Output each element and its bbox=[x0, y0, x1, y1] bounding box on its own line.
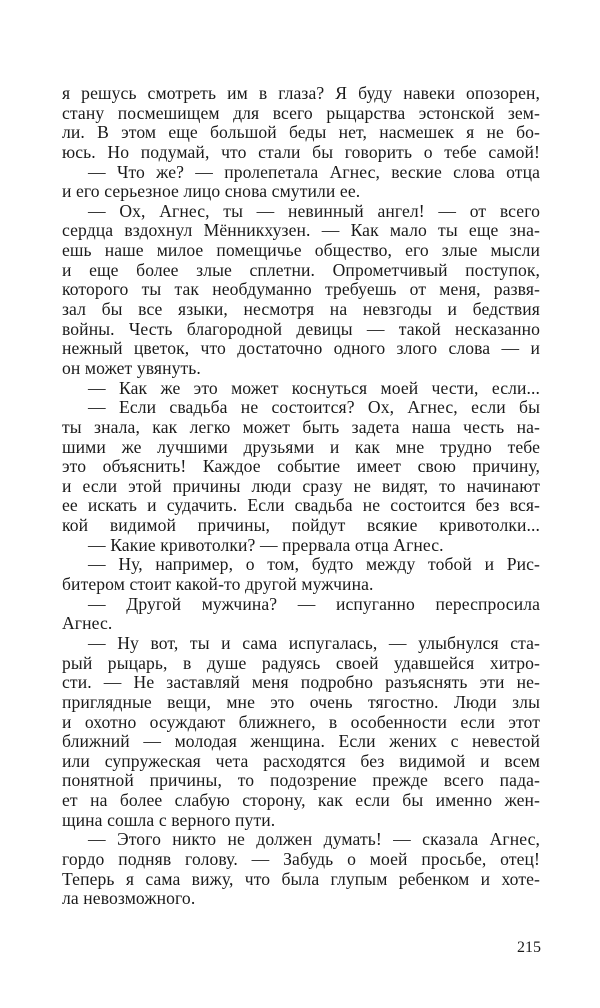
text-line: понятной причины, то подозрение прежде всего пада- bbox=[62, 770, 540, 791]
text-line: — Что же? — пролепетала Агнес, веские слова отца bbox=[88, 161, 540, 182]
text-line: стану посмешищем для всего рыцарства эстонской зем- bbox=[62, 102, 540, 123]
text-line: и охотно осуждают ближнего, в особенности если этот bbox=[62, 711, 540, 732]
text-line: которого ты так необдуманно требуешь от меня, развя- bbox=[62, 279, 540, 300]
text-line: ее искать и судачить. Если свадьба не состоится без вся- bbox=[62, 495, 540, 516]
text-line: ли. В этом еще большой беды нет, насмешек я не бо- bbox=[62, 122, 540, 143]
text-line: приглядные вещи, мне это очень тягостно. Люди злы bbox=[62, 691, 540, 712]
text-line: Теперь я сама вижу, что была глупым ребенком и хоте- bbox=[62, 868, 540, 889]
text-line: гордо подняв голову. — Забудь о моей просьбе, отец! bbox=[62, 848, 540, 869]
text-line: — Этого никто не должен думать! — сказала Агнес, bbox=[88, 829, 540, 850]
text-line: — Другой мужчина? — испуганно переспросила bbox=[88, 593, 540, 614]
text-line: битером стоит какой-то другой мужчина. bbox=[62, 574, 374, 595]
text-line: и если этой причины люди сразу не видят, то начинают bbox=[62, 475, 540, 496]
text-line: я решусь смотреть им в глаза? Я буду навеки опозорен, bbox=[62, 83, 540, 103]
text-line: и еще более злые сплетни. Опрометчивый поступок, bbox=[62, 259, 540, 280]
text-line: это объяснить! Каждое событие имеет свою причину, bbox=[62, 456, 540, 477]
text-line: и его серьезное лицо снова смутили ее. bbox=[62, 181, 361, 202]
text-line: или супружеская чета расходятся без видимой и всем bbox=[62, 750, 540, 771]
text-line: рый рыцарь, в душе радуясь своей удавшейся хитро- bbox=[62, 652, 540, 673]
text-line: сти. — Не заставляй меня подробно разъяснять эти не- bbox=[62, 672, 540, 693]
page-number: 215 bbox=[517, 939, 541, 956]
text-line: — Ох, Агнес, ты — невинный ангел! — от всего bbox=[88, 200, 540, 221]
text-line: Агнес. bbox=[62, 613, 113, 634]
text-line: войны. Честь благородной девицы — такой несказанно bbox=[62, 318, 540, 339]
text-line: щина сошла с верного пути. bbox=[62, 809, 276, 830]
text-line: ешь наше милое помещичье общество, его злые мысли bbox=[62, 240, 540, 261]
text-line: — Ну вот, ты и сама испугалась, — улыбнулся ста- bbox=[88, 632, 540, 653]
text-line: шими же лучшими друзьями и как мне трудно тебе bbox=[62, 436, 540, 457]
text-line: сердца вздохнул Мённикхузен. — Как мало ты еще зна- bbox=[62, 220, 540, 241]
text-line: ет на более слабую сторону, как если бы именно жен- bbox=[62, 790, 540, 811]
text-line: — Как же это может коснуться моей чести, если... bbox=[88, 377, 540, 398]
body-text bbox=[62, 84, 540, 909]
text-line: кой видимой причины, пойдут всякие кривотолки... bbox=[62, 515, 540, 536]
text-line: ты знала, как легко может быть задета наша честь на- bbox=[62, 416, 540, 437]
text-line: зал бы все языки, несмотря на невзгоды и бедствия bbox=[62, 299, 540, 320]
text-line: — Если свадьба не состоится? Ох, Агнес, если бы bbox=[88, 397, 540, 418]
text-line: нежный цветок, что достаточно одного злого слова — и bbox=[62, 338, 540, 359]
text-line: он может увянуть. bbox=[62, 357, 201, 378]
text-line: — Какие кривотолки? — прервала отца Агнес. bbox=[88, 534, 444, 555]
text-line: ближний — молодая женщина. Если жених с невестой bbox=[62, 731, 540, 752]
text-line: — Ну, например, о том, будто между тобой и Рис- bbox=[88, 554, 540, 575]
text-line: юсь. Но подумай, что стали бы говорить о тебе самой! bbox=[62, 141, 540, 162]
text-line: ла невозможного. bbox=[62, 888, 196, 909]
